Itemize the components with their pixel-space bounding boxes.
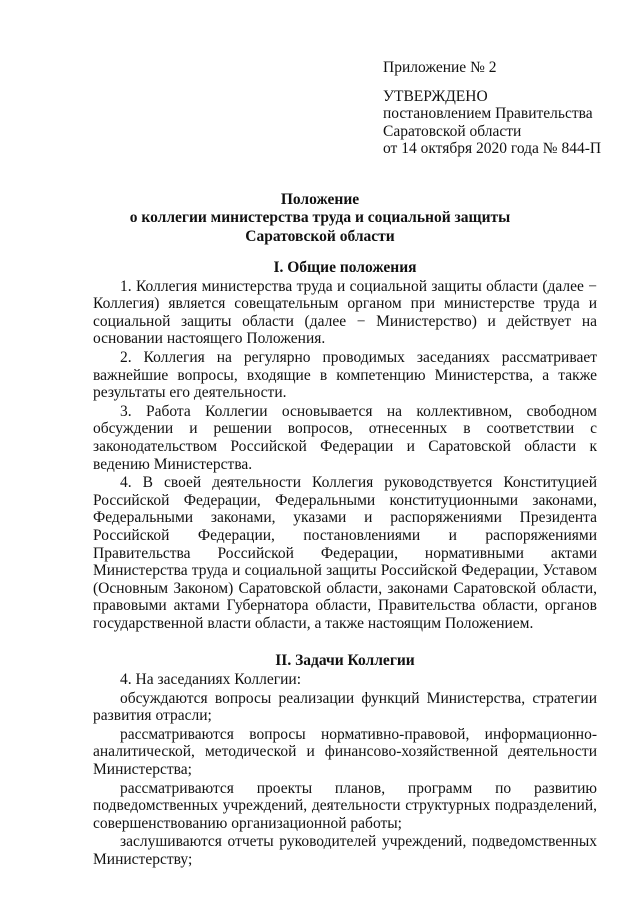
paragraph: 1. Коллегия министерства труда и социальной защиты области (далее − Коллегия) является совещательным органом при министерстве труда и социальной защиты области (далее − Министерство) и действует на основании настоящего Положения. (93, 277, 597, 348)
paragraph: обсуждаются вопросы реализации функций Министерства, стратегии развития отрасли; (93, 689, 597, 725)
paragraph: 2. Коллегия на регулярно проводимых заседаниях рассматривает важнейшие вопросы, входящие в компетенцию Министерства, а также результаты его деятельности. (93, 348, 597, 402)
appendix-number: Приложение № 2 (383, 59, 497, 76)
approved-stamp-text: УТВЕРЖДЕНО (383, 87, 488, 105)
section-heading: II. Задачи Коллегии (275, 652, 415, 670)
paragraph: рассматриваются вопросы нормативно-правовой, информационно-аналитической, методической и финансово-хозяйственной деятельности Министерства; (93, 725, 597, 779)
title-line: о коллегии министерства труда и социальной защиты (129, 209, 511, 227)
approval-line: Саратовской области (383, 122, 522, 140)
paragraph: 4. В своей деятельности Коллегия руководствуется Конституцией Российской Федерации, Федеральными конституционными законами, Федеральными законами, указами и распоряжениями Президента Российской Федерации, постановлениями и распоряжениями Правительства Российской Федерации, нормативными актами Министерства труда и социальной защиты Российской Федерации, Уставом (Основным Законом) Саратовской области, законами Саратовской области, правовыми актами Губернатора области, Правительства области, органов государственной власти области, а также настоящим Положением. (93, 474, 597, 632)
document-body (93, 259, 597, 870)
paragraph: рассматриваются проекты планов, программ по развитию подведомственных учреждений, деятельности структурных подразделений, совершенствованию организационной работы; (93, 779, 597, 832)
paragraph: 4. На заседаниях Коллегии: (120, 671, 302, 689)
section-heading: I. Общие положения (273, 259, 417, 276)
document-title (0, 191, 640, 246)
approval-block (383, 59, 601, 158)
paragraph: 3. Работа Коллегии основывается на коллективном, свободном обсуждении и решении вопросов, отнесенных в соответствии с законодательством Российской Федерации и Саратовской области к ведению Министерства. (93, 402, 597, 473)
approval-line: постановлением Правительства (383, 105, 593, 123)
paragraph: заслушиваются отчеты руководителей учреждений, подведомственных Министерству; (93, 833, 597, 868)
approval-date-line: от 14 октября 2020 года № 844-П (383, 140, 602, 158)
title-line: Положение (280, 191, 360, 208)
title-line: Саратовской области (245, 227, 395, 245)
